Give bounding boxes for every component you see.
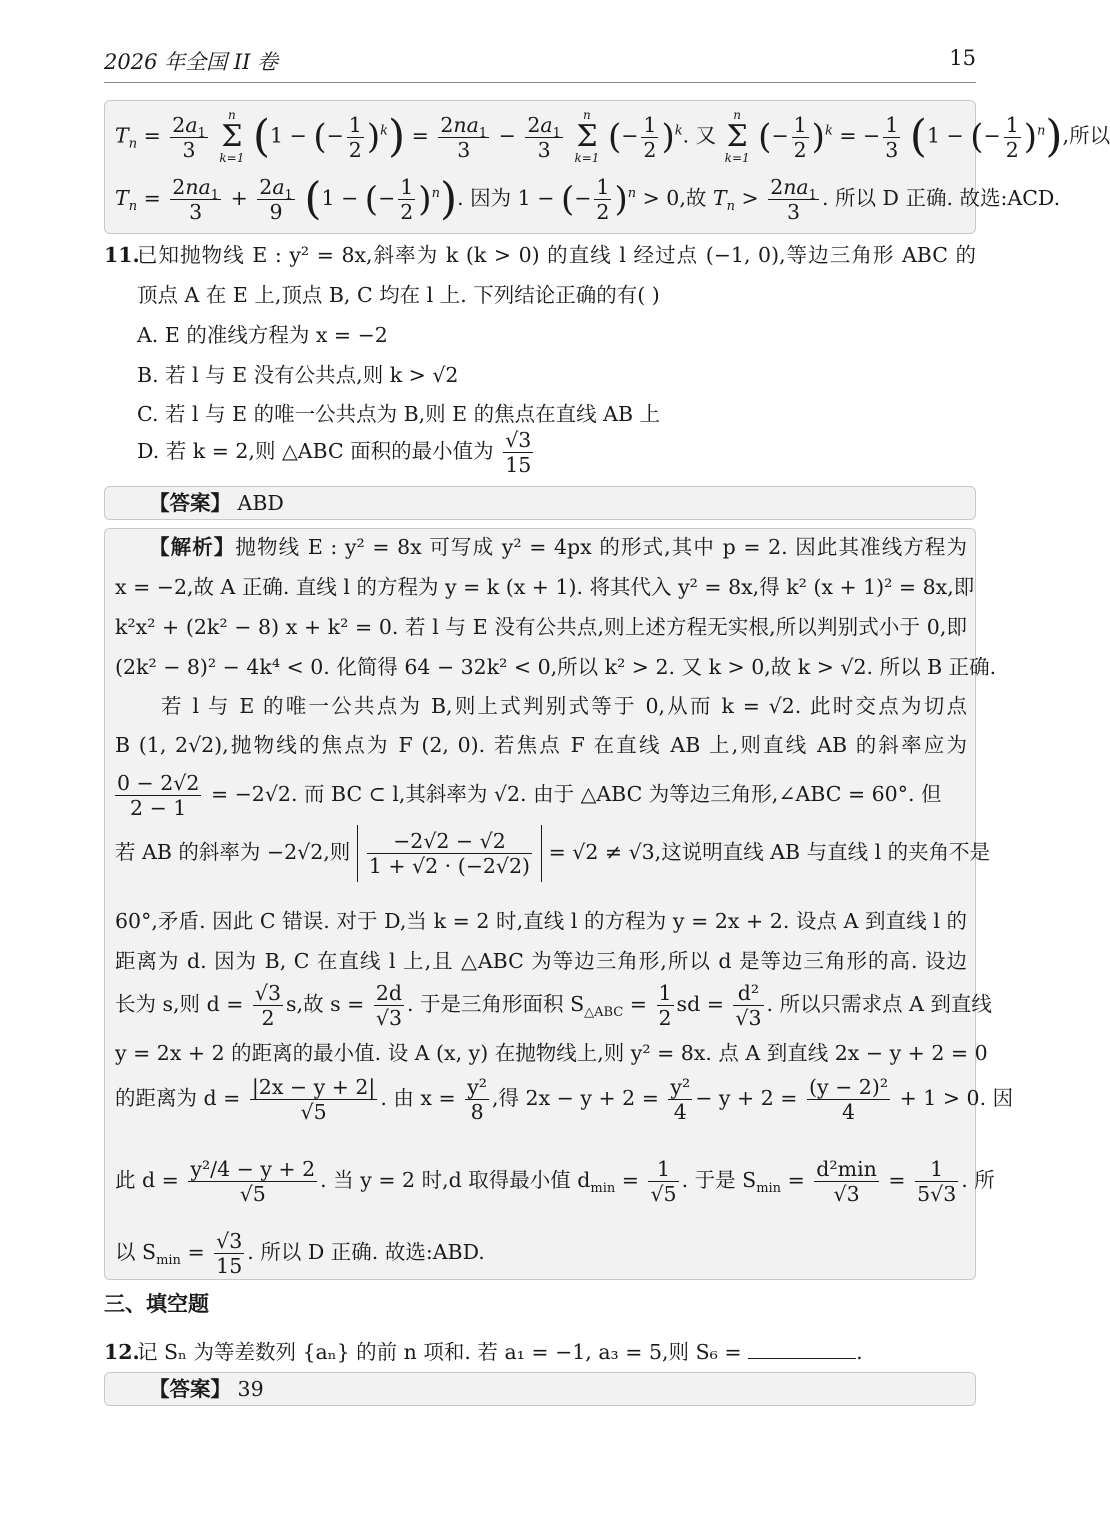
analysis-text-13e: + 1 > 0. 因 [899,1086,1014,1110]
frac-den: √5 [239,1182,266,1206]
slope-denominator: 2 − 1 [130,796,187,820]
analysis-line-1 [115,533,967,561]
analysis-text-15a: 以 S [115,1240,157,1264]
q11-number: 11. [104,243,140,267]
analysis-line-12: y = 2x + 2 的距离的最小值. 设 A (x, y) 在抛物线上,则 y² = 8x. 点 A 到直线 2x − y + 2 = 0 [115,1041,988,1065]
frac-den: √3 [735,1006,762,1030]
q11-answer-box [104,486,976,520]
q12-period: . [856,1340,863,1364]
angle-numerator: −2√2 − √2 [367,829,532,854]
equals: = [888,1168,906,1192]
frac-num: y²/4 − y + 2 [190,1157,316,1181]
q12-answer [149,1375,264,1403]
q11-stem-line-1: 已知抛物线 E : y² = 8x,斜率为 k (k > 0) 的直线 l 经过点 (−1, 0),等边三角形 ABC 的 [137,243,976,267]
q10-formula-line-2: $T_n$ = $\frac{2na_1}{3}$ + $\frac{2a_1}{9}$ (1 − (− $\frac{1}{2}$ )$^n$). 因为 1 − (− $\frac{1}{2}$ )$^n$ > 0,故 $T_n$ > $\frac{2na_1}{3}$ . 所以 D 正确. 故选:ACD. [115,173,1061,225]
analysis-line-14 [115,1157,995,1206]
analysis-text-11c: . 于是三角形面积 S [407,992,585,1016]
frac-den: √5 [650,1182,677,1206]
analysis-line-13 [115,1075,1013,1124]
analysis-label: 【解析】 [149,535,236,559]
q12-stem [137,1338,863,1366]
equals: = [629,992,647,1016]
equals: = [621,1168,639,1192]
analysis-text-13c: ,得 2x − y + 2 = [492,1086,659,1110]
analysis-line-11 [115,981,992,1030]
frac-den: 4 [673,1100,687,1124]
frac-den: √5 [300,1100,327,1124]
frac-num: √3 [216,1229,243,1253]
angle-denominator: 1 + √2 · (−2√2) [368,854,531,878]
q11-answer [149,489,284,517]
answer-label: 【答案】 [149,1377,231,1401]
page-number: 15 [949,46,976,70]
frac-num: √3 [254,981,282,1005]
analysis-text-14d: . 所 [961,1168,995,1192]
frac-num: y² [467,1075,487,1099]
frac-den: 2 [261,1006,275,1030]
analysis-text-11e: . 所以只需求点 A 到直线 [766,992,992,1016]
q10-solution-box [104,100,1110,234]
q11-stem-line-2: 顶点 A 在 E 上,顶点 B, C 均在 l 上. 下列结论正确的有( ) [137,283,660,307]
q11-option-b: B. 若 l 与 E 没有公共点,则 k > √2 [137,363,459,387]
section-title: 三、填空题 [104,1292,209,1316]
analysis-line-6: B (1, 2√2),抛物线的焦点为 F (2, 0). 若焦点 F 在直线 AB 上,则直线 AB 的斜率应为 [115,733,967,757]
frac-num: 1 [658,981,672,1005]
frac-den: 2 [658,1006,672,1030]
q11-option-c: C. 若 l 与 E 的唯一公共点为 B,则 E 的焦点在直线 AB 上 [137,402,661,426]
analysis-text-14c: . 于是 S [681,1168,757,1192]
analysis-text-1: 抛物线 E : y² = 8x 可写成 y² = 4px 的形式,其中 p = 2. 因此其准线方程为 [235,535,967,559]
analysis-text-14b: . 当 y = 2 时,d 取得最小值 d [320,1168,591,1192]
slope-numerator: 0 − 2√2 [117,771,200,795]
q10-text-therefore: ,所以 [1062,123,1110,148]
q10-text-again: . 又 [682,123,717,148]
subscript: min [590,1181,616,1197]
analysis-line-2: x = −2,故 A 正确. 直线 l 的方程为 y = k (x + 1). 将其代入 y² = 8x,得 k² (x + 1)² = 8x,即 [115,575,975,599]
analysis-text-8b: = √2 ≠ √3,这说明直线 AB 与直线 l 的夹角不是 [548,840,991,864]
analysis-text-13d: − y + 2 = [695,1086,798,1110]
q11-analysis-box [104,528,1014,1280]
subscript: △ABC [584,1005,624,1021]
analysis-text-11a: 长为 s,则 d = [115,992,244,1016]
analysis-text-13b: . 由 x = [380,1086,456,1110]
frac-num: 1 [648,1157,678,1182]
abs-value-expression [357,825,542,882]
analysis-line-9: 60°,矛盾. 因此 C 错误. 对于 D,当 k = 2 时,直线 l 的方程为 y = 2x + 2. 设点 A 到直线 l 的 [115,909,967,933]
frac-den: √3 [375,1006,402,1030]
running-header-title: 2026 年全国 II 卷 [104,50,279,74]
frac-den: 4 [841,1100,856,1124]
fill-blank [748,1340,856,1359]
analysis-text-11d: sd = [676,992,724,1016]
analysis-text-13a: 的距离为 d = [115,1086,241,1110]
analysis-text-7: = −2√2. 而 BC ⊂ l,其斜率为 √2. 由于 △ABC 为等边三角形,∠ABC = 60°. 但 [210,782,942,806]
analysis-line-4: (2k² − 8)² − 4k⁴ < 0. 化简得 64 − 32k² < 0,所以 k² > 2. 又 k > 0,故 k > √2. 所以 B 正确. [115,655,997,679]
q12-number: 12. [104,1340,140,1364]
equals: = [787,1168,805,1192]
q11-option-d-numerator: √3 [505,428,532,452]
frac-den: 5√3 [917,1182,957,1206]
analysis-text-11b: s,故 s = [286,992,365,1016]
q10-conclusion: . 所以 D 正确. 故选:ACD. [821,186,1061,210]
frac-den: 15 [216,1254,243,1278]
analysis-line-7 [115,771,942,820]
q11-option-d [137,428,536,477]
header-rule [104,82,976,83]
q11-option-a: A. E 的准线方程为 x = −2 [137,323,388,347]
frac-den: √3 [833,1182,860,1206]
answer-label: 【答案】 [149,491,231,515]
analysis-conclusion: . 所以 D 正确. 故选:ABD. [247,1240,485,1264]
q12-answer-box [104,1372,976,1406]
subscript: min [156,1253,181,1269]
analysis-line-3: k²x² + (2k² − 8) x + k² = 0. 若 l 与 E 没有公共点,则上述方程无实根,所以判别式小于 0,即 [115,615,967,639]
frac-den: 8 [470,1100,484,1124]
analysis-text-8a: 若 AB 的斜率为 −2√2,则 [115,840,351,864]
frac-num: d²min [816,1157,877,1181]
subscript: min [756,1181,782,1197]
analysis-line-8 [115,825,990,882]
q12-answer-value: 39 [237,1377,264,1401]
frac-num: 1 [915,1157,958,1182]
analysis-line-15 [115,1229,485,1278]
frac-num: (y − 2)² [808,1075,889,1099]
analysis-text-14a: 此 d = [115,1168,179,1192]
q12-text: 记 Sₙ 为等差数列 {aₙ} 的前 n 项和. 若 a₁ = −1, a₃ = 5,则 S₆ = [137,1340,742,1364]
q10-text-because: . 因为 1 − [457,186,555,210]
analysis-line-10: 距离为 d. 因为 B, C 在直线 l 上,且 △ABC 为等边三角形,所以 d 是等边三角形的高. 设边 [115,949,967,973]
q10-formula-line-1: $T_n$ = $\frac{2a_1}{3}$ n Σ k=1 (1 − (− $\frac{1}{2}$ )$^k$) = $\frac{2na_1}{3}$ − $\frac{2a_1}{3}$ n Σ k=1 (− $\frac{1}{2}$ )$^k$. 又 n Σ k=1 (− $\frac{1}{2}$ )$^k$ = − $\frac{1}{3}$ (1 − (− $\frac{1}{2}$ )$^n$),所以 [115,108,1110,165]
frac-num: d² [733,981,763,1006]
analysis-line-5: 若 l 与 E 的唯一公共点为 B,则上式判别式等于 0,从而 k = √2. 此时交点为切点 [161,694,967,718]
frac-num: 2d [375,981,403,1005]
frac-num: y² [670,1075,691,1099]
q11-answer-value: ABD [237,491,284,515]
q10-text-gt0: > 0,故 [642,186,707,210]
q11-option-d-denominator: 15 [505,453,532,477]
equals: = [187,1240,205,1264]
q11-option-d-text: D. 若 k = 2,则 △ABC 面积的最小值为 [137,439,494,463]
frac-num: |2x − y + 2| [251,1075,376,1099]
